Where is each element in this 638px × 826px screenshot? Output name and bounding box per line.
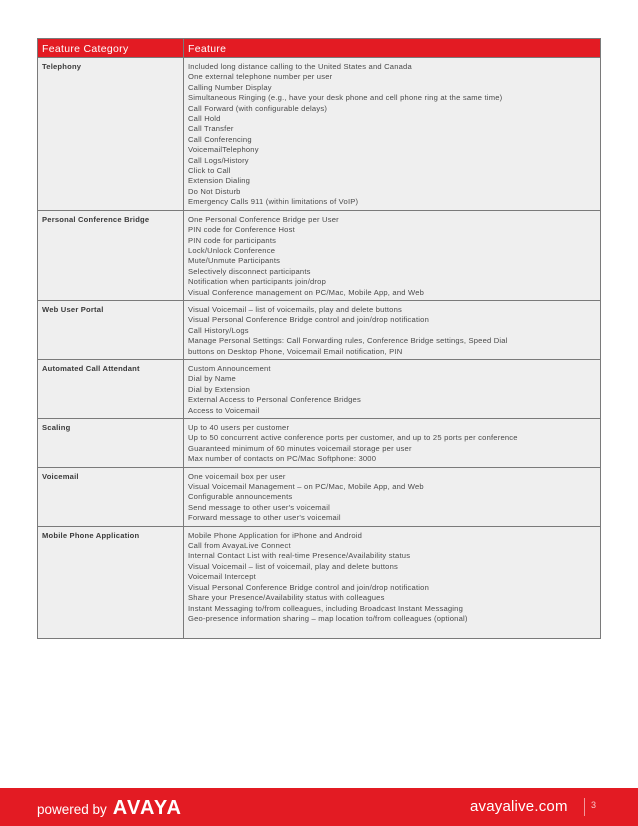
feature-item: Visual Voicemail Management – on PC/Mac, Mobile App, and Web	[188, 482, 424, 492]
feature-item: Internal Contact List with real-time Presence/Availability status	[188, 551, 411, 561]
feature-item: One external telephone number per user	[188, 72, 333, 82]
feature-item: VoicemailTelephony	[188, 145, 259, 155]
feature-item: Geo-presence information sharing – map location to/from colleagues (optional)	[188, 613, 468, 623]
table-row	[38, 467, 601, 526]
feature-item: Visual Conference management on PC/Mac, Mobile App, and Web	[188, 287, 425, 297]
table-row	[38, 419, 601, 468]
feature-item: Call Transfer	[188, 124, 234, 134]
feature-category-cell: Voicemail	[38, 467, 184, 526]
feature-item: Click to Call	[188, 166, 231, 176]
feature-item: Share your Presence/Availability status with colleagues	[188, 593, 385, 603]
feature-item: Mute/Unmute Participants	[188, 256, 281, 266]
feature-list-cell	[184, 300, 601, 359]
feature-list-cell	[184, 526, 601, 638]
feature-item: Dial by Name	[188, 374, 236, 384]
feature-category-cell: Web User Portal	[38, 300, 184, 359]
feature-category-cell: Telephony	[38, 58, 184, 211]
feature-item: buttons on Desktop Phone, Voicemail Email notification, PIN	[188, 346, 403, 356]
table-row	[38, 210, 601, 300]
feature-item: Configurable announcements	[188, 492, 293, 502]
table-row	[38, 300, 601, 359]
feature-item: Selectively disconnect participants	[188, 266, 311, 276]
feature-list-cell	[184, 419, 601, 468]
feature-item: One voicemail box per user	[188, 471, 286, 481]
feature-table	[37, 38, 601, 639]
feature-item: Visual Voicemail – list of voicemail, play and delete buttons	[188, 561, 399, 571]
feature-item: Max number of contacts on PC/Mac Softphone: 3000	[188, 454, 377, 464]
feature-item: Guaranteed minimum of 60 minutes voicemail storage per user	[188, 443, 412, 453]
feature-category-cell: Automated Call Attendant	[38, 359, 184, 418]
feature-item: Dial by Extension	[188, 384, 251, 394]
feature-item: Mobile Phone Application for iPhone and Android	[188, 530, 363, 540]
feature-item: Call from AvayaLive Connect	[188, 541, 291, 551]
footer-bar	[0, 788, 638, 826]
feature-item: Lock/Unlock Conference	[188, 245, 276, 255]
website-link[interactable]: avayalive.com	[470, 798, 568, 815]
avaya-logo: AVAYA	[112, 797, 183, 819]
feature-item: Notification when participants join/drop	[188, 277, 327, 287]
feature-item: Call Forward (with configurable delays)	[188, 103, 328, 113]
feature-item: Send message to other user's voicemail	[188, 502, 331, 512]
feature-item: Included long distance calling to the United States and Canada	[188, 62, 412, 71]
feature-item: Emergency Calls 911 (within limitations of VoIP)	[188, 197, 359, 207]
feature-item: Manage Personal Settings: Call Forwarding rules, Conference Bridge settings, Speed Dial	[188, 336, 508, 346]
feature-item: Custom Announcement	[188, 363, 271, 373]
feature-item: Call Logs/History	[188, 155, 249, 165]
header-feature: Feature	[184, 39, 601, 58]
feature-item: Visual Personal Conference Bridge control and join/drop notification	[188, 315, 429, 325]
page-number: 3	[591, 800, 597, 810]
feature-item: External Access to Personal Conference Bridges	[188, 395, 361, 405]
feature-item: PIN code for participants	[188, 235, 277, 245]
feature-list-cell	[184, 359, 601, 418]
feature-list-cell	[184, 210, 601, 300]
feature-item: Call History/Logs	[188, 325, 249, 335]
feature-item: Up to 40 users per customer	[188, 423, 290, 432]
feature-item: Do Not Disturb	[188, 186, 241, 196]
powered-by-badge	[37, 797, 182, 820]
table-row	[38, 58, 601, 211]
feature-item: Instant Messaging to/from colleagues, including Broadcast Instant Messaging	[188, 603, 464, 613]
feature-item: Call Hold	[188, 114, 221, 124]
table-row	[38, 359, 601, 418]
table-body	[38, 58, 601, 639]
feature-list-cell	[184, 58, 601, 211]
feature-category-cell: Mobile Phone Application	[38, 526, 184, 638]
feature-item: Extension Dialing	[188, 176, 251, 186]
feature-item: Calling Number Display	[188, 82, 272, 92]
table-header-row	[38, 39, 601, 58]
feature-item: One Personal Conference Bridge per User	[188, 214, 339, 224]
feature-category-cell: Personal Conference Bridge	[38, 210, 184, 300]
feature-item: Voicemail Intercept	[188, 572, 256, 582]
table-row	[38, 526, 601, 638]
feature-item: Up to 50 concurrent active conference ports per customer, and up to 25 ports per conference	[188, 433, 518, 443]
feature-item: Call Conferencing	[188, 134, 252, 144]
feature-item: PIN code for Conference Host	[188, 225, 295, 235]
feature-item: Forward message to other user's voicemail	[188, 513, 341, 523]
powered-by-label: powered by	[37, 802, 107, 817]
page-number-divider	[584, 798, 585, 816]
feature-item: Visual Voicemail – list of voicemails, play and delete buttons	[188, 304, 403, 314]
header-feature-category: Feature Category	[38, 39, 184, 58]
feature-item: Access to Voicemail	[188, 405, 260, 415]
feature-item: Simultaneous Ringing (e.g., have your desk phone and cell phone ring at the same time)	[188, 93, 503, 103]
feature-item: Visual Personal Conference Bridge control and join/drop notification	[188, 582, 429, 592]
feature-list-cell	[184, 467, 601, 526]
feature-category-cell: Scaling	[38, 419, 184, 468]
